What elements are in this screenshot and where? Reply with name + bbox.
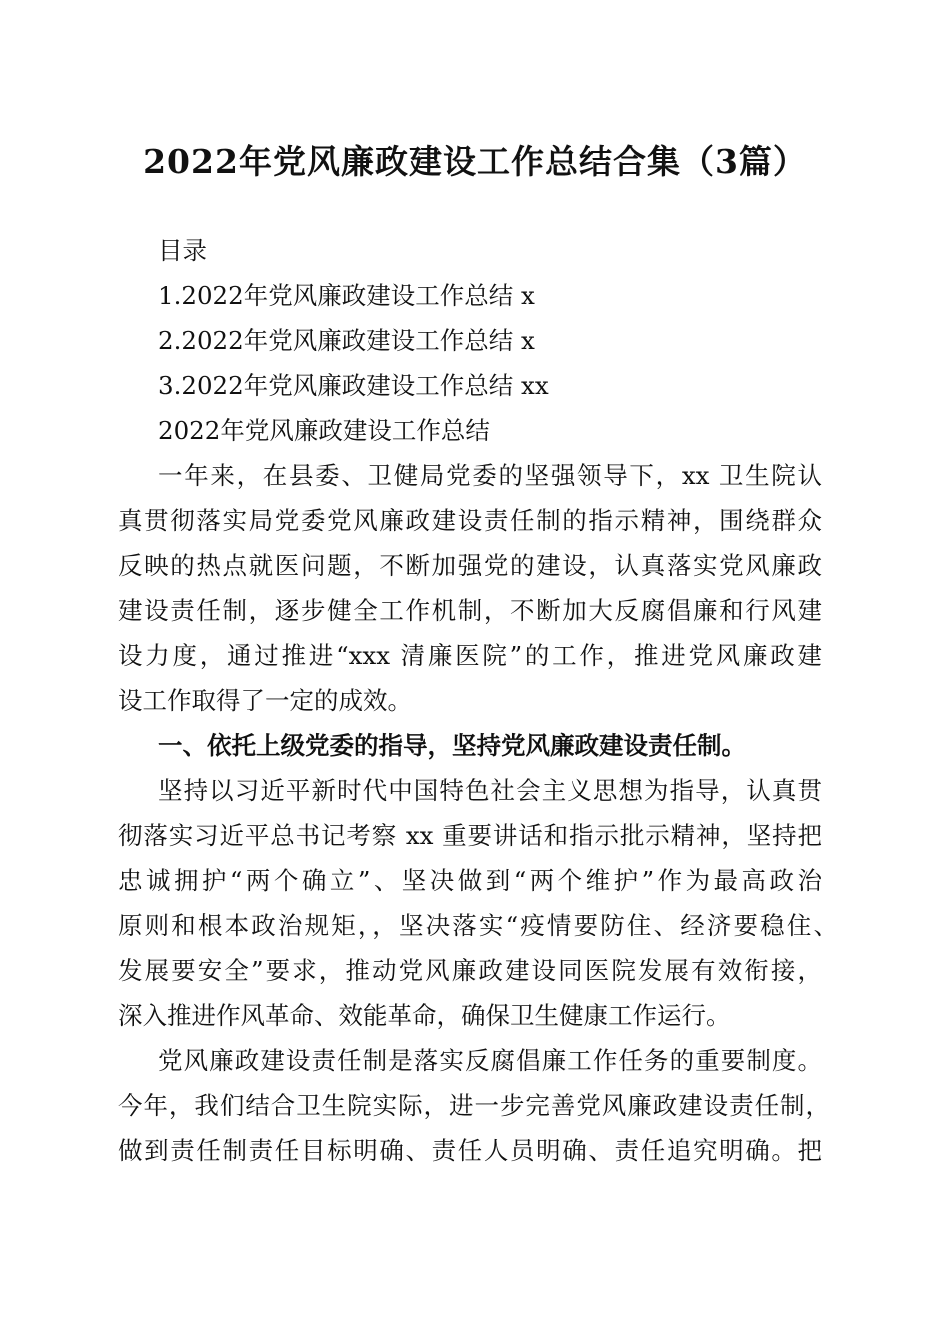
toc-item: 2.2022年党风廉政建设工作总结 x: [158, 326, 535, 355]
paragraph-line: 深入推进作风革命、效能革命，确保卫生健康工作运行。: [118, 1001, 731, 1030]
paragraph-line: 坚持以习近平新时代中国特色社会主义思想为指导，认真贯: [158, 776, 822, 805]
paragraph-line: 建设责任制，逐步健全工作机制，不断加大反腐倡廉和行风建: [118, 596, 822, 625]
section-heading: 一、依托上级党委的指导，坚持党风廉政建设责任制。: [158, 731, 746, 760]
section-title: 2022年党风廉政建设工作总结: [158, 416, 490, 445]
toc-item: 1.2022年党风廉政建设工作总结 x: [158, 281, 535, 310]
paragraph-line: 党风廉政建设责任制是落实反腐倡廉工作任务的重要制度。: [158, 1046, 822, 1075]
paragraph-line: 彻落实习近平总书记考察 xx 重要讲话和指示批示精神，坚持把: [118, 821, 822, 850]
paragraph-line: 做到责任制责任目标明确、责任人员明确、责任追究明确。把: [118, 1136, 822, 1165]
paragraph-line: 今年，我们结合卫生院实际，进一步完善党风廉政建设责任制，: [118, 1091, 830, 1120]
paragraph-line: 设工作取得了一定的成效。: [118, 686, 412, 715]
paragraph-line: 一年来，在县委、卫健局党委的坚强领导下，xx 卫生院认: [158, 461, 822, 490]
toc-label: 目录: [158, 236, 207, 265]
document-title: 2022年党风廉政建设工作总结合集（3篇）: [143, 142, 807, 181]
paragraph-line: 发展要安全”要求，推动党风廉政建设同医院发展有效衔接，: [118, 956, 822, 985]
paragraph-line: 真贯彻落实局党委党风廉政建设责任制的指示精神，围绕群众: [118, 506, 822, 535]
paragraph-line: 原则和根本政治规矩，，坚决落实“疫情要防住、经济要稳住、: [118, 911, 838, 940]
paragraph-line: 反映的热点就医问题，不断加强党的建设，认真落实党风廉政: [118, 551, 822, 580]
toc-item: 3.2022年党风廉政建设工作总结 xx: [158, 371, 549, 400]
paragraph-line: 忠诚拥护“两个确立”、坚决做到“两个维护”作为最高政治: [118, 866, 822, 895]
paragraph-line: 设力度，通过推进“xxx 清廉医院”的工作，推进党风廉政建: [118, 641, 822, 670]
